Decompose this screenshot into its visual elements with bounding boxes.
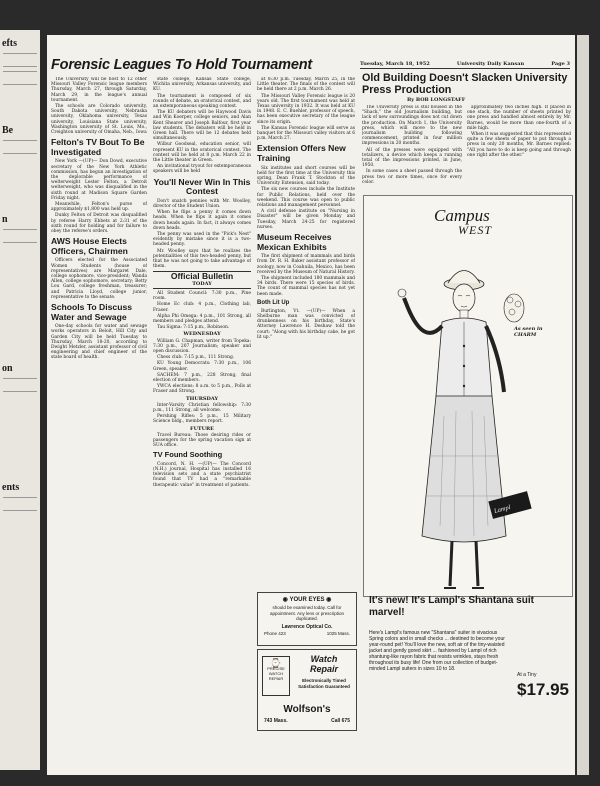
lampl-at-tiny: At a Tiny	[517, 672, 537, 678]
aws-headline: AWS House Elects Officers, Chairmen	[51, 236, 128, 256]
prev-page-fragment: on	[2, 363, 13, 374]
bulletin-day: TODAY	[192, 280, 212, 287]
article-paragraph: One-day schools for water and sewage works operators in Beloit, Hill City and Garden City will be held Tuesday to Thursday, March 18-20, according to Dwight Metzler, assistant professor of civil engineering and chief engineer of the state board of health.	[51, 324, 147, 361]
watch-repair-ad	[257, 649, 357, 731]
bulletin-item: Pershing Rifles: 5 p.m., 15 Military Science bldg., members report.	[153, 414, 251, 425]
bulletin-day: FUTURE	[190, 425, 214, 432]
article-paragraph: All of the presses were equipped with totalizers, a device which keeps a running total of the impressions printed, in June, 1950.	[362, 147, 462, 169]
column-1	[51, 77, 147, 772]
masthead-page: Page 3	[551, 61, 570, 67]
prev-page-text-block	[3, 140, 37, 154]
prev-page-text-block	[3, 378, 37, 392]
bulletin-item: Tau Sigma: 7:15 p.m., Robinson.	[157, 325, 230, 331]
schools-headline: Schools To Discuss Water and Sewage	[51, 302, 133, 322]
article-paragraph: When he flips a penny it comes down heads. When he flips it again it comes down heads again. In fact, it always comes down heads.	[153, 210, 251, 231]
article-paragraph: Don't snatch pennies with Mr. Woolley, director of the Student Union.	[153, 198, 251, 210]
lampl-price: $17.95	[517, 680, 569, 699]
optical-ad-company: Lawrence Optical Co.	[281, 623, 333, 630]
optical-ad-contact	[258, 630, 356, 637]
campus-logo-line: Campus	[434, 206, 490, 225]
article-paragraph: When it was suggested that this represented quite a few sheets of paper to put through a press in only 20 months, Mr. Barnes replied: "All you have to do is keep going and through one right after the other."	[467, 132, 571, 158]
page-edge	[577, 35, 589, 775]
bulletin-item: Home Ec club: 4 p.m., Clothing lab, Fraser.	[153, 302, 251, 313]
bulletin-box	[153, 271, 251, 288]
article-paragraph: A civil defense institute on "Nursing in Disaster" will be given Monday and Tuesday, March 24-25 for registered nurses.	[257, 209, 355, 230]
prev-page-text-block	[3, 497, 37, 511]
bulletin-item: Chess club: 7:15 p.m., 111 Strong.	[157, 355, 235, 361]
optical-ad-body: should be examined today. Call for appointment. Any lens or prescription duplicated.	[269, 605, 345, 621]
press-byline: By BOB LONGSTAFF	[407, 97, 466, 103]
woman-illustration	[364, 196, 572, 596]
article-paragraph: The Missouri Valley Forensic league is 20 years old. The first tournament was held at Texas university in 1932. It was held at KU in 1948. E. C. Buehler, professor of speech, has been executive secretary of the league since its origin.	[257, 93, 355, 125]
article-paragraph: Dunky Felton of Detroit was disqualified by referee Harry Ebbets at 2:31 of the sixth round for holding and for failure to obey the referee's orders.	[51, 213, 147, 235]
prev-page-fragment: ents	[2, 482, 20, 493]
prev-page-text-block	[3, 53, 37, 67]
bulletin-item: KU Young Democrats: 7:30 p.m., 106 Green, speaker.	[153, 361, 251, 372]
article-paragraph: New York —(UP)— Don Dowd, executive secretary of the New York Athletic commission, has begun an investigation of the deplorable performance of welterweight Lester Felton, a Detroit welterweight, who was disqualified in the sixth round at Madison Square Garden Friday night.	[51, 159, 147, 201]
article-paragraph: The shipment included 180 mammals and 34 birds. There were 15 species of birds. The count of mammal species has not yet been made.	[257, 276, 355, 297]
wolfson-name: Wolfson's	[283, 704, 331, 715]
column-3	[257, 77, 355, 587]
museum-headline: Museum Receives Mexican Exhibits	[257, 232, 332, 252]
bulletin-item: SACHEM: 7 p.m., 228 Strong, final election of members.	[153, 372, 251, 383]
bulletin-item: Alpha Phi Omega: 4 p.m., 101 Strong, all members and pledges attend.	[153, 313, 251, 324]
article-paragraph: The University will be host to 12 other Missouri Valley Forensic league members Thursday, March 27, through Saturday, March 29, in the league's annual tournament.	[51, 77, 147, 103]
article-paragraph: The six new courses include the Institute for Public Relations, held over the weekend. This course was open to public relations and management personnel.	[257, 187, 355, 209]
bulletin-item: All Student Council: 7:30 p.m., Pine room.	[153, 290, 251, 302]
article-paragraph: Mr. Woolley says that he realizes the potentialities of this two-headed penny, but that he was not going to take advantage of them.	[153, 248, 251, 270]
contest-headline: You'll Never Win In This Contest	[153, 176, 251, 197]
masthead-paper: University Daily Kansan	[456, 61, 525, 67]
watch-repair-title: Watch Repair	[309, 654, 338, 674]
prev-page-text-block	[3, 229, 37, 243]
article-paragraph: Six institutes and short courses will be held for the first time at the University this spring, Dean Frank T. Stockton of the University Extension, said today.	[257, 165, 355, 187]
article-paragraph: An invitational tryout for extemporaneous speakers will be held	[153, 164, 251, 175]
lit-up-headline: Both Lit Up	[257, 299, 290, 306]
bulletin-item: Inter-Varsity Christian fellowship: 7:30 p.m., 111 Strong, all welcome.	[153, 402, 251, 413]
article-paragraph: Wilbur Goodseal, education senior, will represent KU in the oratorical contest. The contest will be held at 8 p.m. March 22 in the Little theater in Green.	[153, 142, 251, 164]
watch-repair-body: Electronically Timed Satisfaction Guaranteed	[298, 678, 350, 689]
bulletin-title: Official Bulletin	[170, 271, 234, 282]
extension-headline: Extension Offers New Training	[257, 143, 346, 164]
article-paragraph: The KU debaters will be Haywood Davis and Win Koerper, college seniors, and Alan Kent Shearer and Joseph Balfour, first year law students. The debaters will be held in Green hall. There will be 12 debates held simultaneously.	[153, 110, 251, 142]
magazine-name: CHARM	[514, 332, 537, 338]
wolfson-contact	[264, 718, 350, 724]
watch-badge: ⌚ PRECISE WATCH REPAIR	[262, 656, 290, 696]
article-paragraph: The tournament is composed of six rounds of debate, an oratorical contest, and an extemporaneous speaking contest.	[153, 93, 251, 110]
article-paragraph: The penny was used in the "Pick's Nest" evidently by mistake since it is a two-headed penny.	[153, 232, 251, 248]
lampl-body: Here's Lampl's famous new "Shantana" suiter in vivacious Spring colors and in small checks ... destined to become your year-round pet! You'll love the new, soft air of the tiny-waisted jacket and gently gored skirt ... fashioned by Lampl of rich shantung-like rayon fabric that resists wrinkles, stays fresh throughout its busy life! One from our collection of budget-minded Lampl suiters in sizes 10 to 18.	[369, 630, 505, 672]
tv-headline: TV Found Soothing	[153, 450, 223, 460]
wolfson-phone: Call 675	[331, 718, 350, 724]
prev-page-fragment: Be	[2, 125, 14, 136]
masthead-date: Tuesday, March 18, 1952	[360, 61, 430, 67]
bulletin-item: Travel Bureau: Those desiring rides or passengers for the spring vacation sign at SUA office.	[153, 432, 251, 449]
masthead	[360, 61, 570, 69]
press-headline: Old Building Doesn't Slacken University Press Production	[362, 72, 568, 96]
optical-ad-address: 1025 Mass.	[326, 630, 350, 636]
article-paragraph: Meanwhile, Felton's purse of approximately $1,800 was held up.	[51, 202, 147, 213]
optical-ad-phone: Phone 423	[264, 630, 286, 636]
press-article-col-a	[362, 105, 462, 193]
article-paragraph: Burlington, Vt. —(UP)— When a Shelburne man was convicted of drunkenness on his birthday, State's Attorney Lawrence H. Deshaw told the court: "Along with his birthday cake, he got lit up."	[257, 308, 355, 340]
lampl-headline: It's new! It's Lampl's Shantana suit marvel!	[369, 595, 534, 618]
campus-west-ad	[363, 195, 573, 597]
eye-icon: ◉	[326, 597, 332, 603]
optical-ad	[257, 592, 357, 646]
felton-headline: Felton's TV Bout To Be Investigated	[51, 137, 145, 157]
article-paragraph: The University press is still housed in the "Shack," the old Journalism building, but lack of new surroundings does not cut down the production. On March 1, the University press, which will move to the new journalism building following commencement, printed in four million impressions in 20 months.	[362, 105, 462, 147]
article-paragraph: Concord, N. H. —(UP)— The Concord (N.H.) journal, Hospital has installed 16 television sets and a state psychiatrist found that TV had a "remarkable therapeutic value" in treatment of patients.	[153, 461, 251, 488]
watch-icon: ⌚	[270, 658, 282, 668]
bulletin-item: YWCA elections: 8 a.m. to 5 p.m., Polls at Fraser and Strong.	[153, 384, 251, 395]
article-paragraph: The schools are Colorado university, South Dakota university, Nebraska university, Oklahoma university, Texas university, Louisiana State university, Washington university of St. Louis, Mo., Creighton university of Omaha, Neb., Iowa	[51, 104, 147, 136]
article-paragraph: The first shipment of mammals and birds from Dr. R. H. Baker assistant professor of zoology, now in Coahuila, Mexico, has been received by the Museum of Natural History.	[257, 254, 355, 275]
wolfson-address: 743 Mass.	[264, 718, 288, 724]
press-article-col-b	[467, 105, 571, 193]
column-2	[153, 77, 251, 772]
article-paragraph: approximately two inches high. If placed in one stack, the number of sheets printed by one press and handled almost entirely by Mr. Barnes, would be more than one-fourth of a mile high.	[467, 105, 571, 131]
bulletin-day: THURSDAY	[185, 395, 219, 402]
as-seen-label: As seen in	[514, 326, 543, 332]
main-headline: Forensic Leagues To Hold Tournament	[51, 57, 313, 73]
article-paragraph: The Kansas Forensic league will serve as banquet for the Missouri valley visitors at 6 p.m. March 27.	[257, 125, 355, 142]
previous-page-strip	[0, 30, 40, 770]
prev-page-text-block	[3, 71, 37, 85]
article-paragraph: at 8:30 p.m. Tuesday, March 25, in the Little theater. The finals of the contest will be held there at 2 p.m. March 26.	[257, 77, 355, 93]
article-paragraph: state college, Kansas State college, Wichita university, Arkansas university, and KU.	[153, 77, 251, 93]
bulletin-day: WEDNESDAY	[183, 331, 221, 338]
newspaper-page	[47, 35, 575, 775]
lampl-label-tag: Lampl	[493, 503, 512, 516]
optical-ad-title: ◉ YOUR EYES ◉	[282, 597, 332, 603]
campus-logo-line: WEST	[458, 223, 492, 237]
eye-icon: ◉	[282, 597, 288, 603]
bulletin-item: William G. Chapman, writer from Topeka: 7:30 p.m., 207 Journalism; speaker and open discussion.	[153, 338, 251, 354]
prev-page-fragment: efts	[2, 38, 17, 49]
article-paragraph: In some cases a sheet passed through the press two or more times, once for every color.	[362, 169, 462, 185]
article-paragraph: Officers elected for the Associated Women Students (house of representatives) are Margaret Dale, college sophomore, vice-president; Wanda Allen, college sophomore, secretary; Betty Lou Gard, college freshman, treasurer; and Patricia Lloyd, college junior, representative to the senate.	[51, 258, 147, 300]
prev-page-fragment: n	[2, 214, 8, 225]
